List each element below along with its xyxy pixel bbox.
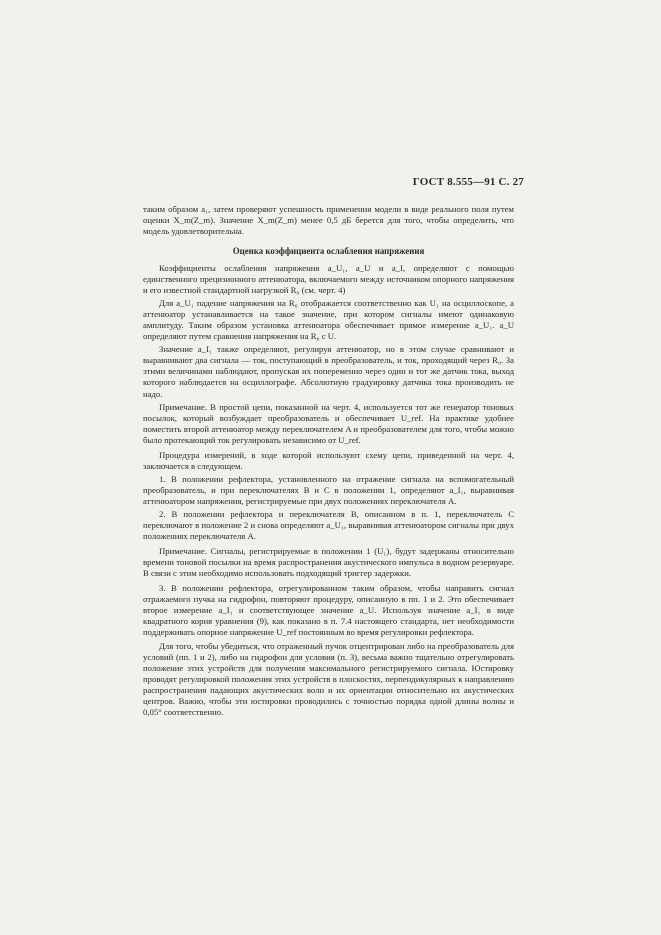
- paragraph-procedure: Процедура измерений, в ходе которой используют схему цепи, приведенной на черт. 4, заключается в следующем.: [143, 449, 514, 471]
- page-header: ГОСТ 8.555—91 С. 27: [412, 176, 524, 188]
- step-3: 3. В положении рефлектора, отрегулированном таким образом, чтобы направить сигнал отражаемого пучка на гидрофон, повторяют процедуру, описанную в пп. 1 и 2. Это обеспечивает второе измерение a_I₁ и соответствующее значение a_U. Используя значение a_I₁ в виде квадратного корня уравнения (9), как показано в п. 7.4 настоящего стандарта, нет необходимости поддерживать опорное напряжение U_ref постоянным во время регулировки рефлектора.: [143, 583, 514, 638]
- paragraph-2: Для a_U₁ падение напряжения на R₀ отображается соответственно как U₁ на осциллоскопе, а аттенюатор устанавливается на такое значение, при котором сигналы имеют одинаковую амплитуду. Таким образом установка аттенюатора обеспечивает прямое измерение a_U₁. a_U определяют путем сравнения напряжения на R₀ с U.: [143, 298, 514, 342]
- note-1: Примечание. В простой цепи, показанной на черт. 4, используется тот же генератор тоновых посылок, который возбуждает преобразователь и обеспечивает U_ref. На практике удобнее поместить второй аттенюатор между переключателем A и преобразователем для того, чтобы можно было протекающий ток регулировать независимо от U_ref.: [143, 401, 514, 445]
- step-2: 2. В положении рефлектора и переключателя B, описанном в п. 1, переключатель C переключают в положение 2 и снова определяют a_U₁, выравнивая аттенюатором сигналы при двух положениях переключателя A.: [143, 508, 514, 542]
- step-1: 1. В положении рефлектора, установленного на отражение сигнала на вспомогательный преобразователь, и при переключателях B и C в положении 1, определяют a_I₁, выравнивая аттенюатором напряжения, регистрируемые при двух положениях переключателя A.: [143, 473, 514, 506]
- paragraph-1: Коэффициенты ослабления напряжения a_U₁, a_U и a_I, определяют с помощью единственного прецизионного аттенюатора, включаемого между источником опорного напряжения и его известной стандартной нагрузкой R₀ (см. черт. 4): [143, 263, 514, 296]
- paragraph-alignment: Для того, чтобы убедиться, что отраженный пучок отцентрирован либо на преобразователь для условий (пп. 1 и 2), либо на гидрофон для условия (п. 3), весьма важно тщательно отрегулировать положение этих устройств для получения максимального регистрируемого сигнала. Юстировку проводят регулировкой положения этих устройств в плоскостях, перпендикулярных к направлению распространения падающих акустических волн и их ориентации относительно их акустических центров. Важно, чтобы эти юстировки проводились с точностью порядка одной длины волны и 0,05° соответственно.: [143, 640, 514, 717]
- paragraph-3: Значение a_I₁ также определяют, регулируя аттенюатор, но в этом случае сравнивают и выравнивают два сигнала — ток, поступающий в преобразователь, и ток, проходящий через R₀. За этими величинами наблюдают, пропуская их попеременно через один и тот же датчик тока, выход которого наблюдается на осциллографе. Абсолютную градуировку датчика тока производить не надо.: [143, 344, 514, 399]
- note-2: Примечание. Сигналы, регистрируемые в положении 1 (U₁), будут задержаны относительно времени тоновой посылки на время распространения акустического импульса в водном резервуаре. В связи с этим необходимо использовать подходящий триггер задержки.: [143, 546, 514, 579]
- section-title: Оценка коэффициента ослабления напряжения: [232, 246, 425, 256]
- intro-block: [143, 204, 514, 239]
- intro-paragraph: таким образом a₁, затем проверяют успешность применения модели в виде реального поля путем оценки X_m(Z_m). Значение X_m(Z_m) менее 0,5 дБ берется для того, чтобы определить, что модель удовлетворительна.: [143, 204, 514, 237]
- body-text: [143, 263, 514, 720]
